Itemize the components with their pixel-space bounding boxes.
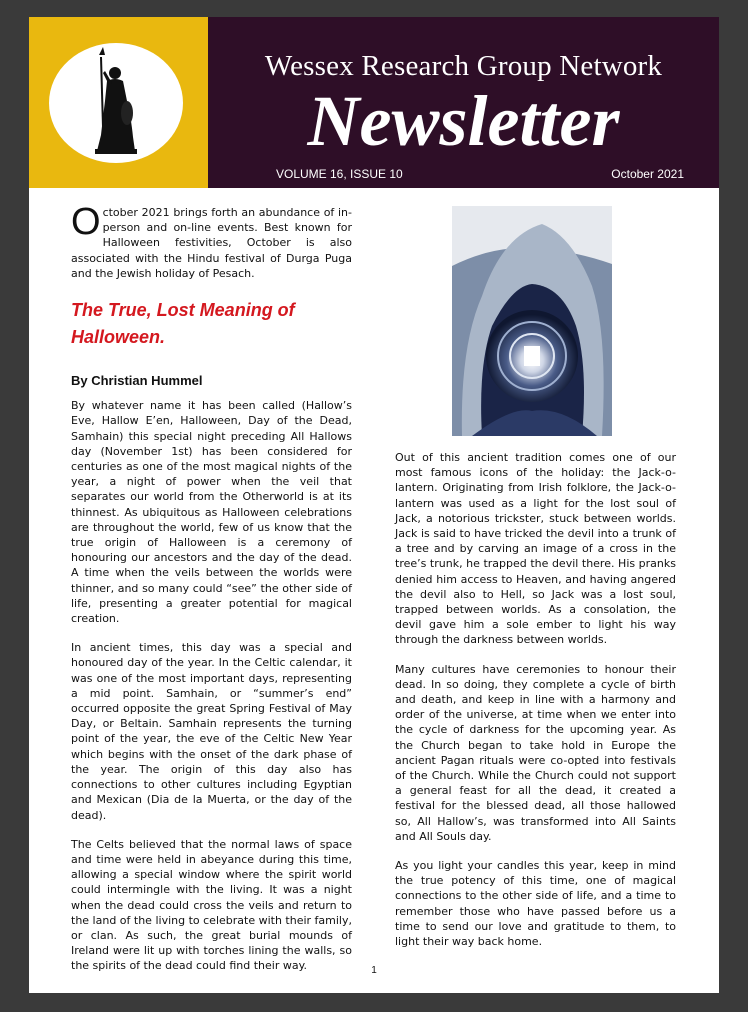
right-column (395, 450, 676, 963)
intro-text: ctober 2021 brings forth an abundance of in-person and on-line events. Best known for Halloween festivities, October is also associated with the Hindu festival of Durga Puga and the Jewish holiday of Pesach. (71, 206, 352, 280)
logo-circle (49, 43, 183, 163)
page-number: 1 (371, 965, 377, 976)
masthead-banner (208, 17, 719, 188)
article-title: The True, Lost Meaning of Halloween. (71, 300, 295, 348)
left-column (71, 201, 352, 988)
article-paragraph: The Celts believed that the normal laws of space and time were held in abeyance during this time, allowing a special window where the spirit world could intermingle with the living. It was a night when the dead could cross the veils and return to the land of the living to celebrate with their family, or clan. As such, the great burial mounds of Ireland were lit up with torches lining the walls, so the spirits of the dead could find their way. (71, 837, 352, 973)
article-paragraph: Out of this ancient tradition comes one of our most famous icons of the holiday: the Jack-o-lantern. Originating from Irish folklore, the Jack-o-lantern was used as a light for the lost soul of Jack, a notorious trickster, stuck between worlds. Jack is said to have tricked the devil into a trunk of a tree and by carving an image of a cross in the tree’s trunk, he trapped the devil there. His pranks denied him access to Heaven, and having angered the devil also to Hell, so Jack was a lost soul, trapped between worlds. As a consolation, the devil gave him a sole ember to light his way through the darkness between worlds. (395, 451, 676, 647)
intro-paragraph (71, 201, 352, 281)
article-paragraph: As you light your candles this year, keep in mind the true potency of this time, one of magical connections to the other side of life, and a time to remember those who have passed before us a time to send our love and gratitude to them, to light their way back home. (395, 859, 676, 949)
article-paragraph: Many cultures have ceremonies to honour their dead. In so doing, they complete a cycle of birth and death, and keep in line with a harmony and order of the universe, at time when we enter into the cycle of darkness for the upcoming year. As the Church began to take hold in Europe the ancient Pagan rituals were co-opted into festivals of the Church. While the Church could not support a general feast for all the dead, it created a festival for the blessed dead, all those hallowed so, All Hallow’s, was transformed into All Saints and All Souls day. (395, 662, 676, 843)
logo-panel (29, 17, 208, 188)
article-byline: By Christian Hummel (71, 373, 203, 389)
burial-mound-painting-icon (452, 206, 612, 436)
org-name: Wessex Research Group Network (264, 50, 663, 82)
masthead-title: Newsletter (307, 81, 620, 161)
article-paragraph: In ancient times, this day was a special and honoured day of the year. In the Celtic calendar, it was one of the most important days, representing a mid point. Samhain, or “summer’s end” occurred opposite the great Spring Festival of May Day, or Beltain. Samhain represents the turning point of the year, the eve of the Celtic New Year which begins with the onset of the dark phase of the year. The origin of this day also has connections to other cultures including Egyptian and Mexican (Dia de la Muerta, or the day of the dead). (71, 641, 352, 822)
drop-cap: O (71, 201, 101, 243)
newsletter-page (29, 17, 719, 993)
statue-figure-icon (49, 43, 183, 163)
issue-volume: VOLUME 16, ISSUE 10 (276, 167, 403, 181)
article-paragraph: By whatever name it has been called (Hallow’s Eve, Hallow E’en, Halloween, Day of the Dead, Samhain) this special night preceding All Hallows day (November 1st) has been considered for centuries as one of the most magical nights of the year, a night of power when the veil that separates our world from the Otherworld is at its thinnest. As ubiquitous as Halloween celebrations are throughout the world, few of us know that the true origin of Halloween is a ceremony of honouring our ancestors and the day of the dead. A time when the veils between the worlds were thinner, and so many could “see” the other side of life, presenting a greater potential for magical creation. (71, 399, 352, 626)
issue-date: October 2021 (611, 167, 684, 181)
